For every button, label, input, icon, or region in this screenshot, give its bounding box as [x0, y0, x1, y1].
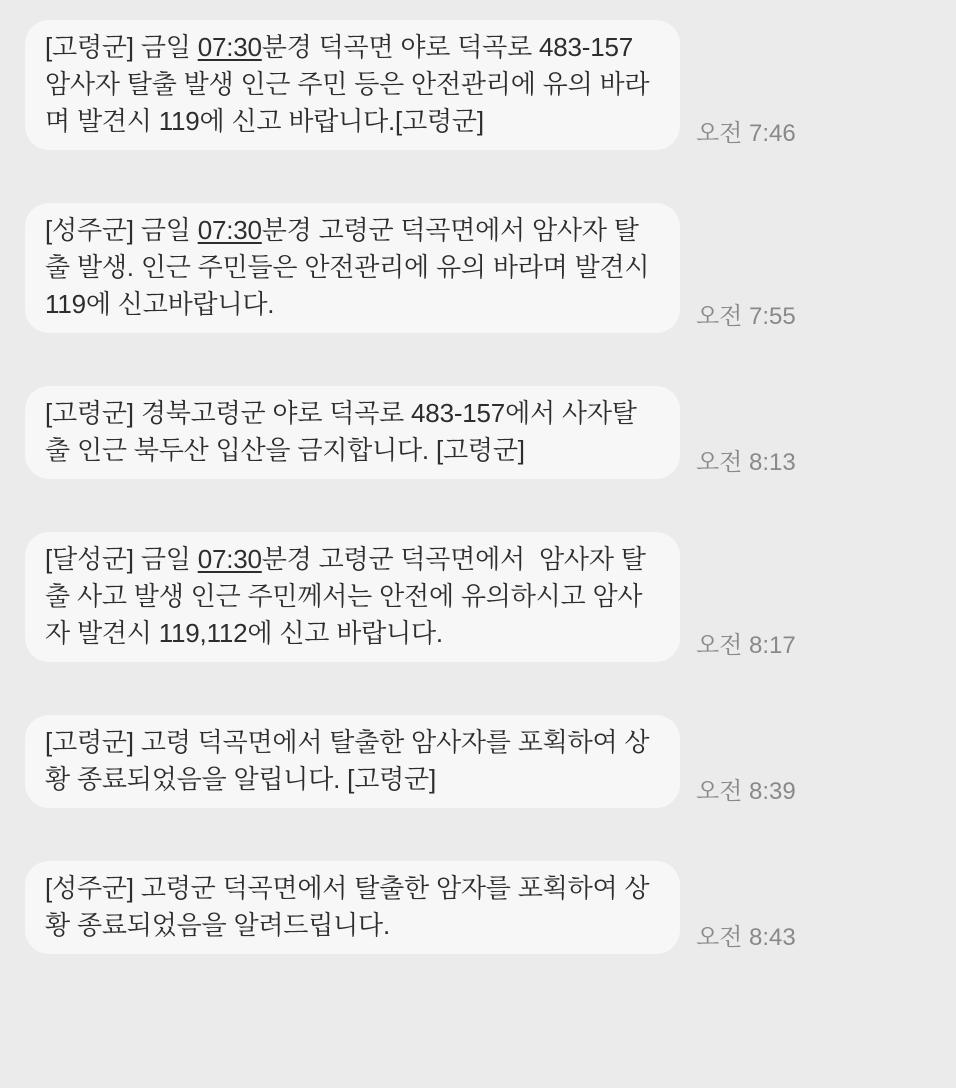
message-row: [25, 20, 946, 150]
message-bubble[interactable]: [25, 532, 680, 662]
message-bubble[interactable]: [25, 715, 680, 808]
message-timestamp: 오전 8:17: [696, 632, 796, 659]
time-link[interactable]: 07:30: [197, 544, 262, 574]
message-text: [고령군] 경북고령군 야로 덕곡로 483-157에서 사자탈출 인근 북두산 입산을 금지합니다. [고령군]: [45, 398, 637, 465]
message-text: [고령군] 금일: [45, 32, 198, 62]
message-text: 분경 고령군 덕곡면에서 암사자 탈출 발생. 인근 주민들은 안전관리에 유의 바라며 발견시 119에 신고바랍니다.: [45, 215, 657, 319]
message-bubble[interactable]: [25, 386, 680, 479]
message-timestamp: 오전 8:43: [696, 924, 796, 951]
message-row: [25, 386, 946, 479]
message-text: [고령군] 고령 덕곡면에서 탈출한 암사자를 포획하여 상황 종료되었음을 알립니다. [고령군]: [45, 727, 650, 794]
message-bubble[interactable]: [25, 20, 680, 150]
message-text: [달성군] 금일: [45, 544, 198, 574]
message-bubble[interactable]: [25, 203, 680, 333]
message-timestamp: 오전 7:55: [696, 303, 796, 330]
message-row: [25, 532, 946, 662]
message-text: 분경 고령군 덕곡면에서 암사자 탈출 사고 발생 인근 주민께서는 안전에 유의하시고 암사자 발견시 119,112에 신고 바랍니다.: [45, 544, 646, 648]
message-timestamp: 오전 8:39: [696, 778, 796, 805]
message-text: [성주군] 고령군 덕곡면에서 탈출한 암자를 포획하여 상황 종료되었음을 알려드립니다.: [45, 873, 650, 940]
message-timestamp: 오전 7:46: [696, 120, 796, 147]
time-link[interactable]: 07:30: [197, 32, 262, 62]
message-text: 분경 덕곡면 야로 덕곡로 483-157 암사자 탈출 발생 인근 주민 등은 안전관리에 유의 바라며 발견시 119에 신고 바랍니다.[고령군]: [45, 32, 650, 136]
message-row: [25, 203, 946, 333]
time-link[interactable]: 07:30: [197, 215, 262, 245]
message-text: [성주군] 금일: [45, 215, 198, 245]
message-timestamp: 오전 8:13: [696, 449, 796, 476]
message-row: [25, 861, 946, 954]
message-row: [25, 715, 946, 808]
message-bubble[interactable]: [25, 861, 680, 954]
